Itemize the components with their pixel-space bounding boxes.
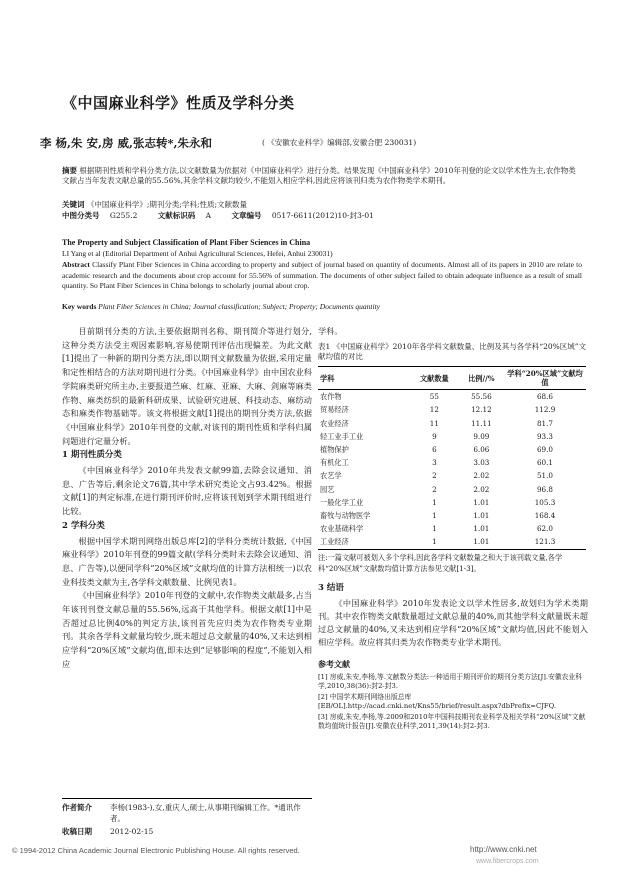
table-row (318, 509, 586, 522)
table-cell: 工业经济 (318, 535, 410, 549)
table-cell: 1 (410, 535, 459, 549)
table-cell: 68.6 (536, 392, 553, 402)
table-cell: 1.01 (473, 497, 490, 507)
reference-item: [3] 房威,朱安,李杨,等.2009和2010年中国科技期刊农业科学及相关学科“20%区域”文献数均值统计报告[J].安徽农业科学,2011,39(14):封2-封3. (318, 712, 586, 731)
table-cell: 55.56 (471, 392, 492, 402)
table-cell: 168.4 (534, 511, 556, 521)
references-heading: 参考文献 (318, 658, 350, 669)
reference-item: [1] 房威,朱安,李杨,等.文献数分类法:一种适用于期刊评价的期刊分类方法[J].安徽农业科学,2010,38(36):封2-封3. (318, 672, 583, 691)
affiliation: ( 《安徽农业科学》编辑部,安徽合肥 230031) (262, 138, 417, 147)
table-cell: 12.12 (471, 405, 492, 415)
table-cell: 农业经济 (320, 418, 349, 428)
section-2-paragraph-1: 根据中国学术期刊网络出版总库[2]的学科分类统计数据,《中国麻业科学》2010年刊登的99篇文献(学科分类时未去除会议通知、消息、广告等),以便同学科“20%区域”文献均值的计算方法相统一)以农业科技类文献为主,各学科文献数量、比例见表1。 (62, 535, 312, 587)
table-cell: 园艺 (320, 484, 335, 494)
table-cell: 2 (432, 471, 437, 481)
table-row (318, 417, 586, 430)
table-row (318, 522, 586, 535)
section-2-continuation: 学科。 (318, 326, 343, 336)
table-cell: 6 (432, 445, 437, 455)
english-authors: LI Yang et al (Editorial Department of Anhui Agricultural Sciences, Hefei, Anhui 230031) (62, 249, 333, 258)
table-row (318, 456, 586, 469)
authors: 李 杨,朱 安,房 威,张志转*,朱永和 (40, 136, 213, 150)
table-cell: 农业基础科学 (320, 524, 364, 534)
article-title: 《中国麻业科学》性质及学科分类 (62, 94, 295, 112)
table-row (318, 469, 586, 482)
doc-code-value: A (205, 211, 212, 220)
table-row (318, 430, 586, 443)
section-1-heading: 1 期刊性质分类 (62, 450, 122, 461)
table-cell: 2.02 (473, 484, 490, 494)
table-header: 比例//% (459, 367, 504, 390)
table-cell: 12 (429, 405, 439, 415)
table-cell: 51.0 (536, 471, 553, 481)
table-cell: 3.03 (473, 458, 490, 468)
table-cell: 81.7 (536, 418, 553, 428)
table-cell: 3 (432, 458, 437, 468)
author-footnote (62, 802, 312, 837)
table-cell: 一般化学工业 (320, 497, 364, 507)
table-cell: 9 (432, 431, 437, 441)
zh-abstract-label: 摘要 (62, 166, 77, 175)
table-cell: 有机化工 (320, 458, 349, 468)
zh-abstract-text: 根据期刊性质和学科分类方法,以文献数量为依据对《中国麻业科学》进行分类。结果发现《中国麻业科学》2010年刊登的论文以学术性为主,农作物类文献占当年发表文献总量的55.56%,其余学科文献均较少,不能划入相应学科,因此应将该刊归类为农作物类学术期刊。 (62, 166, 576, 185)
left-column (62, 325, 312, 672)
table-cell: 植物保护 (320, 445, 349, 455)
section-1-text: 《中国麻业科学》2010年共发表文献99篇,去除会议通知、消息、广告等后,剩余论文76篇,其中学术研究类论文占93.42%。根据文献[1]的判定标准,在进行期刊评价时,应将该刊划到学术期刊组进行比较。 (62, 465, 312, 517)
table-cell: 121.3 (504, 535, 586, 549)
article-no-value: 0517-6611(2012)10-封3-01 (271, 211, 374, 220)
table-cell: 2.02 (473, 471, 490, 481)
table-cell: 105.3 (534, 497, 556, 507)
table-cell: 112.9 (534, 405, 556, 415)
section-2-paragraph-2: 《中国麻业科学》2010年刊登的文献中,农作物类文献最多,占当年该刊刊登文献总量的55.56%,远高于其他学科。根据文献[1]中是否超过总比例40%的判定方法,该刊首先应归类为农作物类专业期刊。其余各学科文献量均较少,既未超过总文献量的40%,又未达到相应学科“20%区域”文献均值,即未达到“足够影响的程度”,不能划入相应 (62, 590, 312, 669)
table-cell: 1 (432, 497, 437, 507)
table-row (318, 483, 586, 496)
table-header: 学科 (318, 367, 410, 390)
table-cell: 69.0 (536, 445, 553, 455)
zh-keywords-label: 关键词 (62, 200, 85, 209)
table-cell: 贸易经济 (320, 405, 349, 415)
intro-paragraph: 目前期刊分类的方法,主要依据期刊名称、期刊简介等进行划分,这种分类方法受主观因素影响,容易使期刊评估出现偏差。为此文献[1]提出了一种新的期刊分类方法,即以期刊文献数量为依据,采用定量和定性相结合的方法对期刊进行分类。《中国麻业科学》由中国农业科学院麻类研究所主办,主要报道苎麻、红麻、亚麻、大麻、剑麻等麻类作物、麻类纺织的最新科研成果、试验研究进展、科技动态、麻纺动态和麻类作物基础等。该文将根据文献[1]提出的期刊分类方法,依据《中国麻业科学》2010年刊登的文献,对该刊的期刊性质和学科归属问题进行定量分析。 (62, 326, 312, 446)
table-caption: 表1 《中国麻业科学》2010年各学科文献数量、比例及其与各学科“20%区域”文献均值的对比 (318, 342, 587, 362)
table-cell: 11.11 (471, 418, 492, 428)
table-cell: 9.09 (473, 431, 490, 441)
en-keywords-text: Plant Fiber Sciences in China; Journal classification; Subject; Property; Documents quantity (98, 302, 380, 311)
footnote-divider (62, 798, 312, 799)
clc-value: G255.2 (109, 211, 138, 220)
table-cell: 1 (432, 511, 437, 521)
table-cell: 轻工业手工业 (320, 431, 364, 441)
english-keywords (62, 302, 582, 311)
copyright-footer: © 1994-2012 China Academic Journal Electronic Publishing House. All rights reserved. (12, 846, 300, 855)
english-title: The Property and Subject Classification of Plant Fiber Sciences in China (62, 238, 311, 247)
table-cell: 6.06 (473, 445, 490, 455)
received-label: 收稿日期 (62, 827, 92, 836)
table-cell: 11 (429, 418, 439, 428)
english-abstract (62, 260, 582, 292)
clc-label: 中图分类号 (62, 211, 100, 220)
table-cell: 农作物 (320, 392, 342, 402)
table-cell: 2 (432, 484, 437, 494)
table-row (318, 390, 586, 404)
table-header: 文献数量 (410, 367, 459, 390)
table-cell: 62.0 (536, 524, 553, 534)
table-row (318, 443, 586, 456)
section-3-heading: 3 结语 (318, 582, 344, 593)
chinese-keywords (62, 199, 247, 210)
right-column (318, 325, 588, 733)
reference-item: [2] 中国学术期刊网络出版总库[EB/OL].http://acad.cnki.net/Kns55/brief/result.aspx?dbPrefix=CJFQ. (318, 692, 557, 711)
received-value: 2012-02-15 (110, 827, 154, 836)
author-bio-label: 作者简介 (62, 803, 92, 812)
section-3-text: 《中国麻业科学》2010年发表论文以学术性居多,故划归为学术类期刊。其中农作物类文献数量超过文献总量的40%,而其他学科文献量既未超过总文献量的40%,又未达到相应学科“20%区域”文献均值,因此不能划入相应学科。故应将其归类为农作物类专业学术期刊。 (318, 597, 588, 648)
doc-code-label: 文献标识码 (157, 211, 196, 220)
zh-keywords-text: 《中国麻业科学》;期刊分类;学科;性质;文献数量 (86, 200, 247, 209)
table-cell: 60.1 (536, 458, 553, 468)
table-cell: 农艺学 (320, 471, 342, 481)
table-header: 学科“20%区域”文献均值 (504, 367, 586, 390)
en-abstract-text: Classify Plant Fiber Sciences in China according to property and subject of journal based on quantity of documents. Almost all of its papers in 2010 are relate to academic research and the documents about crop account for 55.56% of summation. The documents of other subject failed to obtain adequate influence as a result of small quantity. So Plant Fiber Sciences in China belongs to scholarly journal about crop. (62, 260, 582, 290)
chinese-abstract (62, 166, 582, 186)
cnki-link[interactable]: http://www.cnki.net (470, 845, 537, 854)
table-row (318, 496, 586, 509)
table-cell: 1 (432, 524, 437, 534)
references-list (318, 673, 588, 732)
table-row (318, 403, 586, 416)
en-keywords-label: Key words (62, 302, 97, 311)
article-no-label: 文章编号 (231, 211, 262, 220)
section-2-heading: 2 学科分类 (62, 520, 105, 531)
table-cell: 1.01 (473, 511, 490, 521)
table-cell: 93.3 (536, 431, 553, 441)
watermark-text: www.fibercrops.com (476, 858, 539, 865)
table-cell: 96.8 (536, 484, 553, 494)
table-cell: 55 (429, 392, 439, 402)
table-row (318, 535, 586, 549)
table-cell: 1.01 (459, 535, 504, 549)
subject-table (318, 366, 586, 549)
table-header-row (318, 367, 586, 390)
en-abstract-label: Abstract (62, 260, 90, 269)
author-bio-text: 李杨(1983-),女,重庆人,硕士,从事期刊编辑工作。*通讯作者。 (110, 803, 301, 823)
table-cell: 畜牧与动物医学 (320, 511, 371, 521)
table-note: 注:一篇文献可被划入多个学科,因此各学科文献数量之和大于该刊载文量,各学科“20%区域”文献数均值计算方法参见文献[1-3]。 (318, 552, 563, 573)
table-cell: 1.01 (473, 524, 490, 534)
classification-row (62, 210, 374, 221)
